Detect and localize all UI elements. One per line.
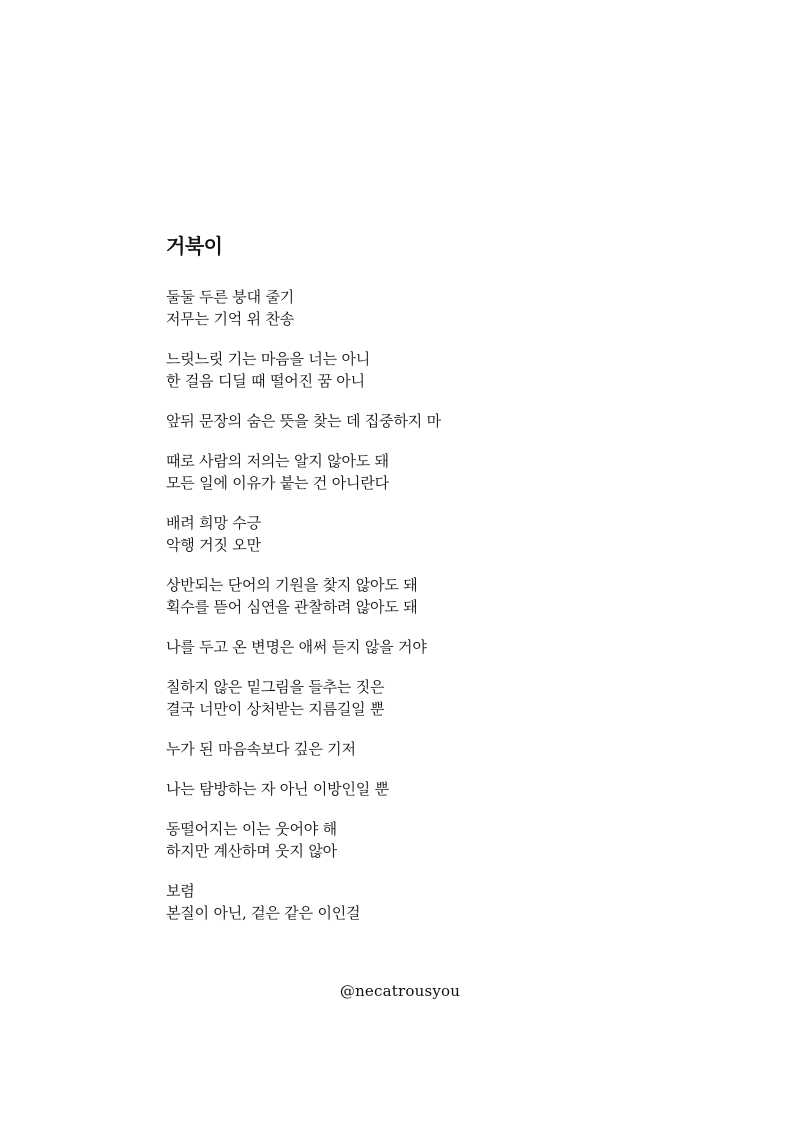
poem-line: 한 걸음 디딜 때 떨어진 꿈 아니 [166,372,365,390]
poem-stanza [166,450,586,494]
poem-line: 본질이 아닌, 겉은 같은 이인걸 [166,904,361,922]
poem-line: 나를 두고 온 변명은 애써 듣지 않을 거야 [166,638,427,656]
poem-line: 동떨어지는 이는 웃어야 해 [166,820,337,838]
poem [166,232,586,942]
poem-line: 배려 희망 수긍 [166,514,261,532]
poem-body [166,286,586,924]
poem-line: 때로 사람의 저의는 알지 않아도 돼 [166,452,389,470]
poem-stanza [166,574,586,618]
poem-line: 앞뒤 문장의 숨은 뜻을 찾는 데 집중하지 마 [166,412,441,430]
poem-line: 보렴 [166,882,195,900]
poem-line: 나는 탐방하는 자 아닌 이방인일 뿐 [166,780,389,798]
poem-stanza [166,348,586,392]
poem-line: 획수를 뜯어 심연을 관찰하려 않아도 돼 [166,598,418,616]
poem-line: 모든 일에 이유가 붙는 건 아니란다 [166,474,389,492]
poem-stanza [166,636,586,658]
poem-stanza [166,410,586,432]
poem-line: 느릿느릿 기는 마음을 너는 아니 [166,350,371,368]
poem-line: 칠하지 않은 밑그림을 들추는 짓은 [166,678,385,696]
poem-stanza [166,880,586,924]
poem-stanza [166,676,586,720]
poem-line: 악행 거짓 오만 [166,536,261,554]
poem-stanza [166,286,586,330]
poem-line: 누가 된 마음속보다 깊은 기저 [166,740,356,758]
poem-line: 결국 너만이 상처받는 지름길일 뿐 [166,700,385,718]
author-signature: @necatrousyou [339,982,461,1000]
poem-line: 상반되는 단어의 기원을 찾지 않아도 돼 [166,576,418,594]
poem-stanza [166,512,586,556]
poem-line: 저무는 기억 위 찬송 [166,310,295,328]
poem-title: 거북이 [166,234,223,258]
poem-line: 둘둘 두른 붕대 줄기 [166,288,295,306]
poem-stanza [166,818,586,862]
poem-stanza [166,738,586,760]
poem-line: 하지만 계산하며 웃지 않아 [166,842,337,860]
poem-stanza [166,778,586,800]
